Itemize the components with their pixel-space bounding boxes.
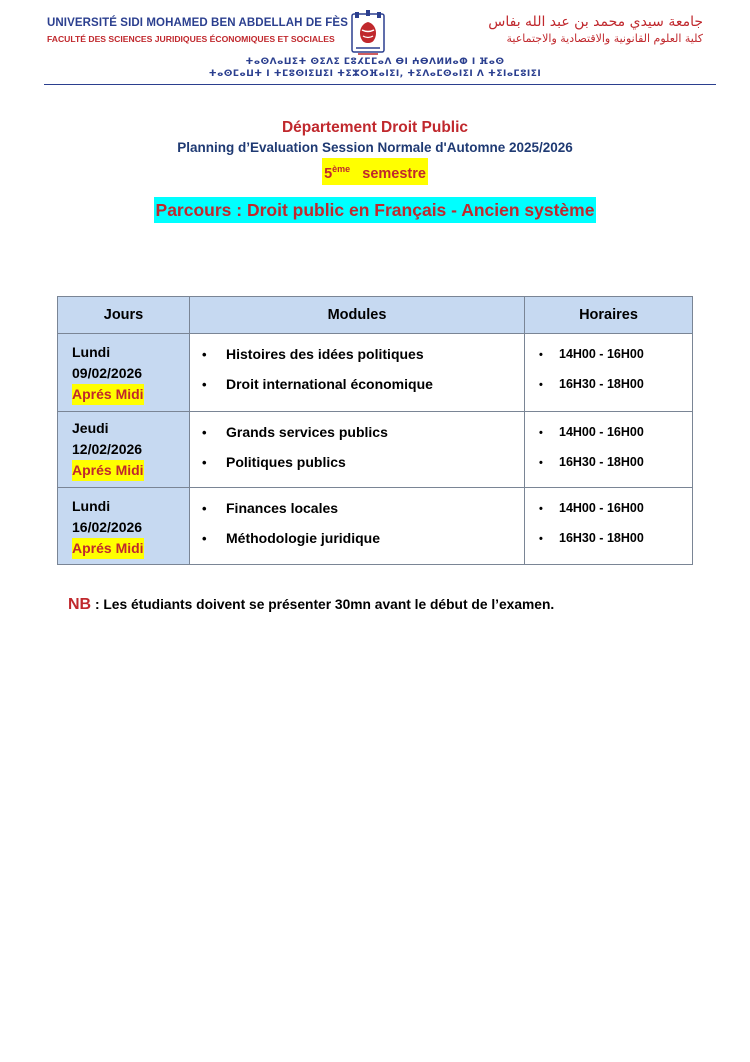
time-slot: 14H00 - 16H00 — [559, 347, 644, 361]
note-label: NB — [68, 596, 92, 613]
semester-label — [322, 158, 428, 185]
jour-period: Aprés Midi — [72, 460, 144, 481]
bullet-icon: • — [539, 503, 543, 515]
table-header-row — [58, 297, 693, 334]
bullet-icon: • — [202, 455, 207, 470]
jour-cell — [58, 412, 190, 488]
letterhead-arabic — [413, 14, 703, 45]
header-jours: Jours — [58, 297, 190, 334]
document-titles — [0, 118, 750, 225]
list-item — [539, 344, 692, 374]
note-text: : Les étudiants doivent se présenter 30mn avant le début de l’examen. — [91, 597, 555, 612]
jour-date: 16/02/2026 — [72, 519, 143, 535]
module-name: Grands services publics — [226, 424, 388, 440]
parcours-separator: - — [446, 200, 462, 220]
list-item — [202, 420, 524, 450]
module-name: Politiques publics — [226, 454, 346, 470]
header-horaires: Horaires — [525, 297, 693, 334]
faculty-name-fr: FACULTÉ DES SCIENCES JURIDIQUES ÉCONOMIQUES ET SOCIALES — [47, 34, 335, 44]
modules-cell — [190, 488, 525, 565]
jour-day: Jeudi — [72, 420, 109, 436]
semester-word: semestre — [362, 166, 426, 182]
faculty-name-ar: كلية العلوم القانونية والاقتصادية والاجتماعية — [506, 32, 703, 45]
table-row — [58, 334, 693, 412]
university-name-fr: UNIVERSITÉ SIDI MOHAMED BEN ABDELLAH DE FÈS — [47, 17, 348, 29]
exam-note — [68, 596, 554, 614]
university-name-tifinagh: ⵜⴰⵙⴷⴰⵡⵉⵜ ⵙⵉⴷⵉ ⵎⵓⵃⵎⵎⴰⴷ ⴱⵏ ⵄⴱⴷⵍⵍⴰⵀ ⵏ ⴼⴰⵙ — [245, 57, 505, 67]
university-crest-icon — [346, 10, 390, 58]
parcours-label — [154, 197, 597, 223]
time-slot: 14H00 - 16H00 — [559, 501, 644, 515]
list-item — [539, 452, 692, 482]
bullet-icon: • — [539, 427, 543, 439]
time-slot: 16H30 - 18H00 — [559, 455, 644, 469]
jour-date: 12/02/2026 — [72, 441, 143, 457]
modules-cell — [190, 412, 525, 488]
parcours-line — [0, 197, 750, 225]
jour-date: 09/02/2026 — [72, 365, 143, 381]
time-slot: 16H30 - 18H00 — [559, 377, 644, 391]
department-title: Département Droit Public — [281, 119, 469, 136]
letterhead — [0, 0, 750, 90]
university-name-ar: جامعة سيدي محمد بن عبد الله بفاس — [488, 14, 703, 30]
bullet-icon: • — [202, 425, 207, 440]
semester-superscript: ème — [332, 164, 351, 174]
horaires-cell — [525, 412, 693, 488]
header-modules: Modules — [190, 297, 525, 334]
horaires-cell — [525, 488, 693, 565]
bullet-icon: • — [539, 457, 543, 469]
faculty-name-tifinagh: ⵜⴰⵙⵎⴰⵡⵜ ⵏ ⵜⵎⵓⵙⵏⵉⵡⵉⵏ ⵜⵉⵣⵔⴼⴰⵏⵉⵏ, ⵜⵉⴷⴰⵎⵙⴰⵏⵉⵏ ⴷ ⵜⵉⵏⴰⵎⵓⵏⵉⵏ — [208, 69, 542, 79]
time-slot: 16H30 - 18H00 — [559, 531, 644, 545]
letterhead-divider — [44, 84, 716, 85]
letterhead-french — [47, 17, 348, 44]
table-row — [58, 412, 693, 488]
jour-day: Lundi — [72, 344, 111, 360]
semester-number: 5 — [324, 166, 333, 182]
list-item — [202, 450, 524, 480]
module-name: Méthodologie juridique — [226, 530, 380, 546]
time-slot: 14H00 - 16H00 — [559, 425, 644, 439]
modules-cell — [190, 334, 525, 412]
bullet-icon: • — [539, 379, 543, 391]
module-name: Droit international économique — [226, 376, 433, 392]
list-item — [539, 528, 692, 558]
list-item — [202, 526, 524, 556]
jour-cell — [58, 488, 190, 565]
evaluation-schedule-table — [57, 296, 693, 565]
jour-period: Aprés Midi — [72, 384, 144, 405]
bullet-icon: • — [202, 501, 207, 516]
bullet-icon: • — [202, 531, 207, 546]
jour-period: Aprés Midi — [72, 538, 144, 559]
list-item — [202, 496, 524, 526]
list-item — [202, 342, 524, 372]
list-item — [202, 372, 524, 402]
module-name: Finances locales — [226, 500, 339, 516]
parcours-system: Ancien système — [461, 200, 595, 220]
planning-title: Planning d’Evaluation Session Normale d'Automne 2025/2026 — [177, 140, 573, 155]
list-item — [539, 498, 692, 528]
semester-line — [0, 158, 750, 185]
horaires-cell — [525, 334, 693, 412]
bullet-icon: • — [202, 347, 207, 362]
list-item — [539, 422, 692, 452]
module-name: Histoires des idées politiques — [226, 346, 424, 362]
table-row — [58, 488, 693, 565]
jour-cell — [58, 334, 190, 412]
bullet-icon: • — [202, 377, 207, 392]
bullet-icon: • — [539, 349, 543, 361]
list-item — [539, 374, 692, 404]
parcours-main: Parcours : Droit public en Français — [155, 200, 447, 220]
jour-day: Lundi — [72, 498, 111, 514]
bullet-icon: • — [539, 533, 543, 545]
